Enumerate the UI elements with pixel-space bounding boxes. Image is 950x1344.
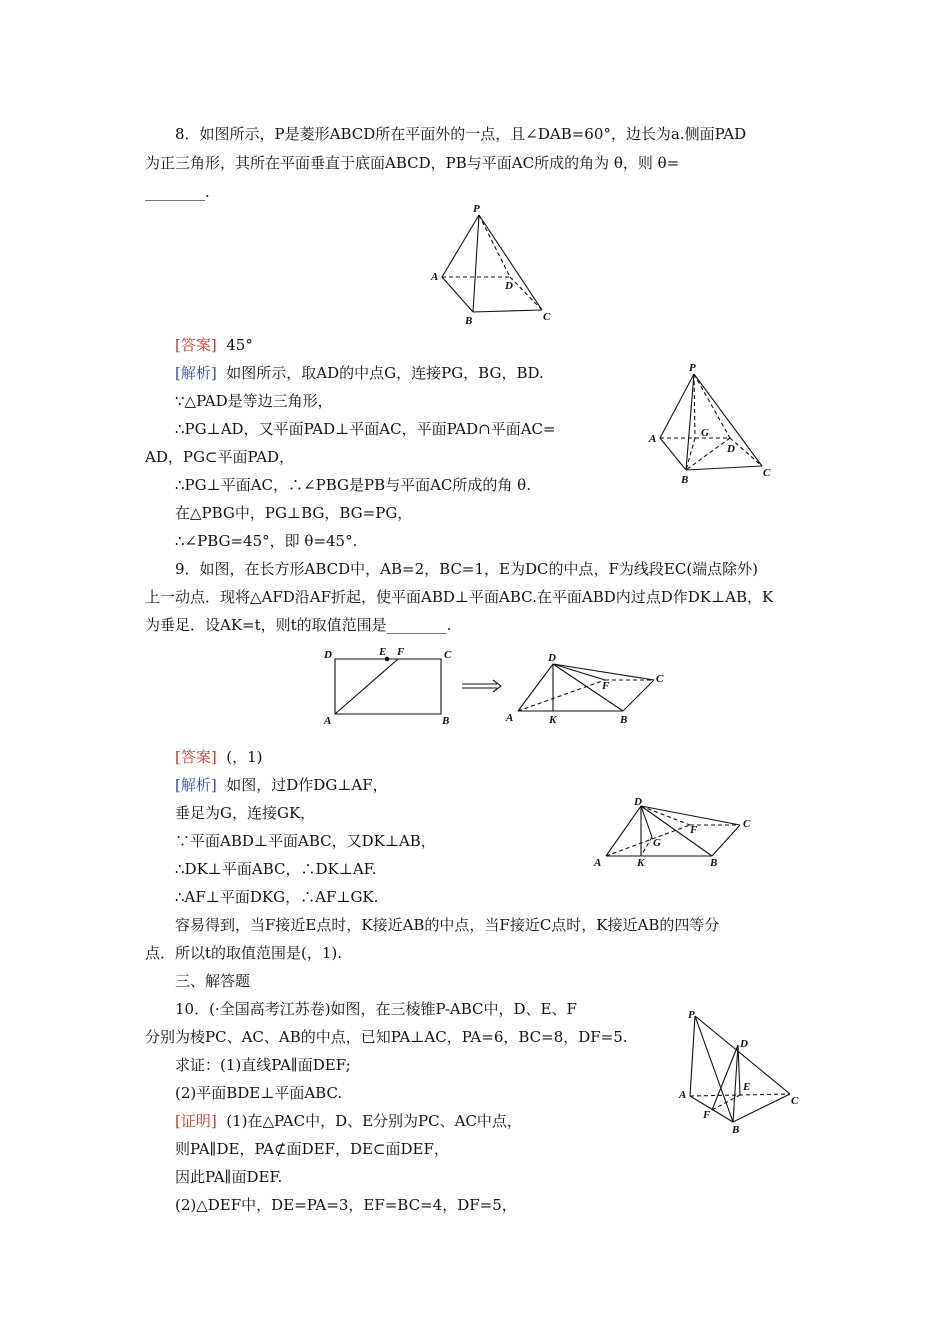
- q9-analysis-text-0: 如图，过D作DG⊥AF，: [226, 776, 388, 794]
- fig6-label-d: D: [740, 1038, 748, 1050]
- q8-analysis-text-0: 如图所示，取AD的中点G，连接PG，BG，BD.: [226, 364, 544, 382]
- fig3-label-c: C: [444, 649, 452, 661]
- q10-proof-0: [175, 1111, 522, 1131]
- fig4-label-a: A: [506, 712, 514, 724]
- fig1-label-c: C: [543, 311, 551, 323]
- q8-line1: 8．如图所示，P是菱形ABCD所在平面外的一点，且∠DAB=60°，边长为a.侧面PAD: [175, 125, 747, 143]
- q10-line2: 分别为棱PC、AC、AB的中点，已知PA⊥AC，PA=6，BC=8，DF=5.: [145, 1028, 628, 1046]
- fig5-label-c: C: [743, 818, 751, 830]
- q8-analysis-1: ∵△PAD是等边三角形，: [175, 392, 333, 410]
- q10-prove-2: (2)平面BDE⊥平面ABC.: [175, 1084, 343, 1102]
- q9-analysis-2: ∵平面ABD⊥平面ABC，又DK⊥AB，: [175, 832, 436, 850]
- fig3-label-a: A: [324, 715, 332, 727]
- q8-line3: ________.: [145, 183, 210, 201]
- q9-analysis-tag: [解析]: [175, 776, 217, 794]
- fig5-label-f: F: [690, 824, 698, 836]
- q9-rectangle-fold-figure: [310, 642, 680, 737]
- fig3-label-b: B: [442, 715, 450, 727]
- fig2-label-b: B: [681, 474, 689, 486]
- q8-pyramid-figure: [425, 200, 560, 325]
- q9-conclusion-1: 容易得到，当F接近E点时，K接近AB的中点，当F接近C点时，K接近AB的四等分: [175, 916, 720, 934]
- fig2-label-c: C: [763, 467, 771, 479]
- q8-analysis-figure: [645, 358, 785, 488]
- q10-proof-1: 则PA∥DE，PA⊄面DEF，DE⊂面DEF，: [175, 1140, 449, 1158]
- fig1-label-a: A: [431, 271, 439, 283]
- fig6-label-b: B: [732, 1124, 740, 1135]
- fig2-label-p: P: [689, 362, 696, 374]
- q9-conclusion-2: 点．所以t的取值范围是(，1).: [145, 944, 343, 962]
- q10-tetrahedron-figure: [670, 1000, 810, 1135]
- q9-answer-tag: [答案]: [175, 748, 217, 766]
- q8-analysis-5: 在△PBG中，PG⊥BG，BG=PG，: [175, 504, 413, 522]
- fig5-label-g: G: [653, 837, 661, 849]
- q9-analysis-figure: [590, 795, 760, 875]
- fig2-label-d: D: [727, 443, 735, 455]
- q9-answer: [175, 747, 263, 767]
- fig6-label-f: F: [703, 1109, 711, 1121]
- fig3-label-d: D: [324, 649, 332, 661]
- q9-line1: 9．如图，在长方形ABCD中，AB=2，BC=1，E为DC的中点，F为线段EC(端点除外): [175, 560, 759, 578]
- q10-proof-3: (2)△DEF中，DE=PA=3，EF=BC=4，DF=5，: [175, 1196, 517, 1214]
- fig1-label-b: B: [465, 315, 473, 325]
- q8-analysis-6: ∴∠PBG=45°，即 θ=45°.: [175, 532, 358, 550]
- q8-answer: [175, 335, 253, 355]
- fig5-label-k: K: [637, 857, 645, 869]
- q10-proof-2: 因此PA∥面DEF.: [175, 1168, 283, 1186]
- fig4-label-d: D: [548, 652, 556, 664]
- fig1-label-p: P: [473, 203, 480, 215]
- fig4-label-k: K: [549, 714, 557, 726]
- section-title: 三、解答题: [175, 972, 251, 990]
- fig4-label-b: B: [620, 714, 628, 726]
- q10-proof-tag: [证明]: [175, 1112, 217, 1130]
- fig3-label-e: E: [379, 646, 387, 658]
- fig4-label-f: F: [602, 680, 610, 692]
- fig5-label-b: B: [710, 857, 718, 869]
- q9-line2: 上一动点．现将△AFD沿AF折起，使平面ABD⊥平面ABC.在平面ABD内过点D作DK⊥AB，K: [145, 588, 774, 606]
- q10-prove-1: 求证：(1)直线PA∥面DEF;: [175, 1056, 351, 1074]
- q9-line3: 为垂足．设AK=t，则t的取值范围是________.: [145, 616, 452, 634]
- q9-analysis-3: ∴DK⊥平面ABC，∴DK⊥AF.: [175, 860, 377, 878]
- q8-analysis-3: AD，PG⊂平面PAD，: [145, 448, 295, 466]
- fig1-label-d: D: [505, 280, 513, 292]
- fig6-label-e: E: [743, 1081, 751, 1093]
- fig3-label-f: F: [397, 646, 405, 658]
- q9-analysis-0: [175, 775, 388, 795]
- q9-answer-value: (，1): [226, 748, 263, 766]
- q9-analysis-1: 垂足为G，连接GK，: [175, 804, 316, 822]
- q8-line2: 为正三角形，其所在平面垂直于底面ABCD，PB与平面AC所成的角为 θ，则 θ=: [145, 154, 680, 172]
- q8-analysis-0: [175, 363, 544, 383]
- fig5-label-a: A: [594, 857, 602, 869]
- q8-analysis-2: ∴PG⊥AD，又平面PAD⊥平面AC，平面PAD∩平面AC=: [175, 420, 556, 438]
- fig6-label-p: P: [688, 1009, 695, 1021]
- q8-analysis-4: ∴PG⊥平面AC，∴∠PBG是PB与平面AC所成的角 θ.: [175, 476, 531, 494]
- fig6-label-c: C: [791, 1095, 799, 1107]
- q10-line1: 10．(·全国高考江苏卷)如图，在三棱锥P-ABC中，D、E、F: [175, 1000, 577, 1018]
- fig2-label-a: A: [649, 433, 657, 445]
- fig2-label-g: G: [701, 427, 709, 439]
- fig4-label-c: C: [656, 673, 664, 685]
- fig6-label-a: A: [679, 1089, 687, 1101]
- fig5-label-d: D: [634, 796, 642, 808]
- q10-proof-text-0: (1)在△PAC中，D、E分别为PC、AC中点，: [226, 1112, 522, 1130]
- q8-answer-tag: [答案]: [175, 336, 217, 354]
- q8-answer-value: 45°: [226, 336, 253, 354]
- q8-analysis-tag: [解析]: [175, 364, 217, 382]
- q9-analysis-4: ∴AF⊥平面DKG，∴AF⊥GK.: [175, 888, 379, 906]
